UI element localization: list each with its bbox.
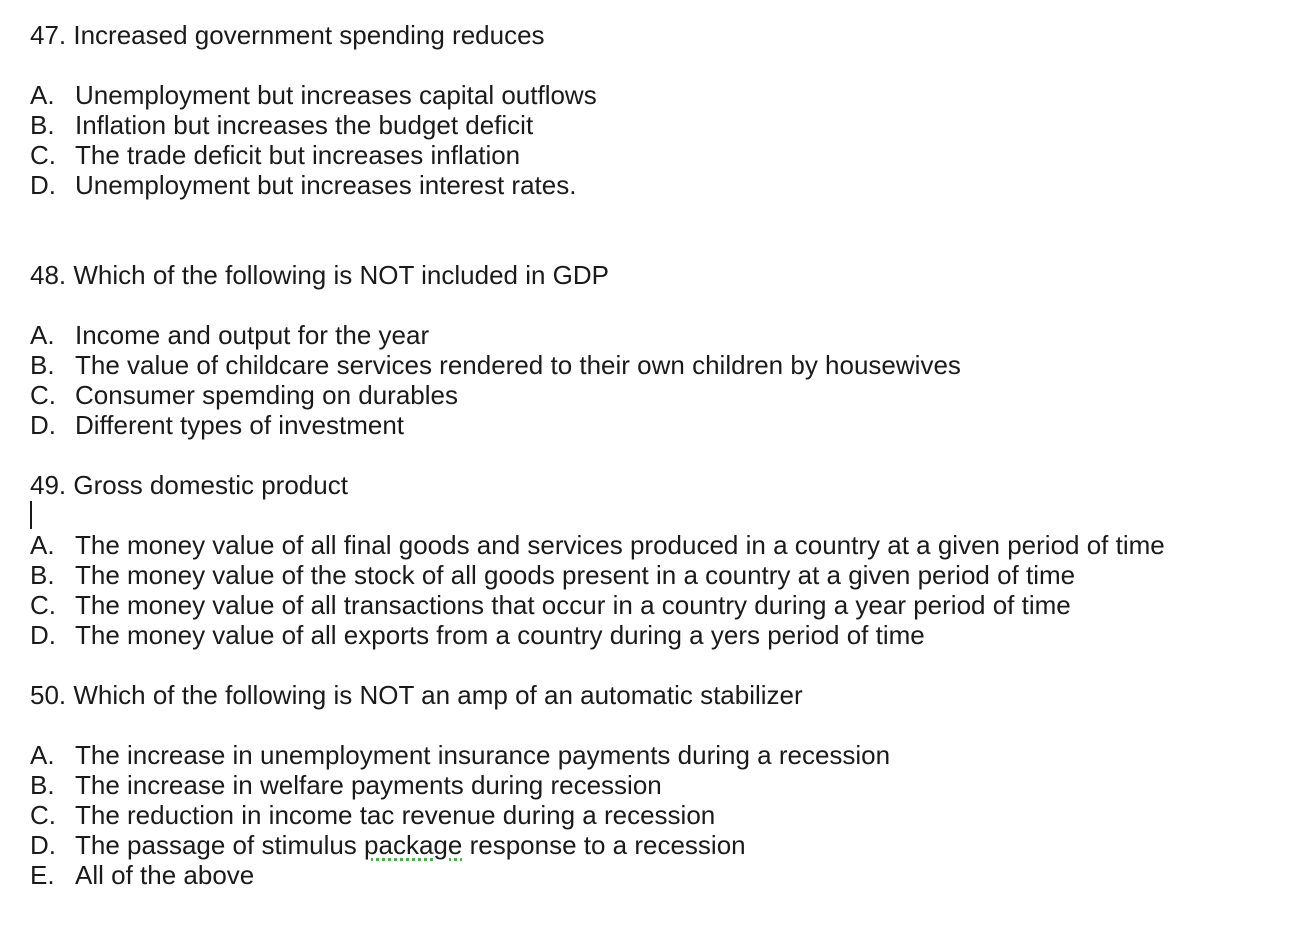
blank-lines <box>30 200 1280 260</box>
option-letter: A. <box>30 80 55 110</box>
option-item <box>30 80 1280 110</box>
question-50 <box>30 680 1280 890</box>
option-text: The value of childcare services rendered to their own children by housewives <box>75 350 961 380</box>
blank-line <box>30 50 1280 80</box>
question-47 <box>30 20 1280 200</box>
option-letter: B. <box>30 770 55 800</box>
option-letter: A. <box>30 530 55 560</box>
option-text: The money value of all transactions that occur in a country during a year period of time <box>75 590 1071 620</box>
option-list <box>30 80 1280 200</box>
option-text: The reduction in income tac revenue during a recession <box>75 800 716 830</box>
option-item <box>30 110 1280 140</box>
option-text: The increase in welfare payments during recession <box>75 770 662 800</box>
option-item <box>30 740 1280 770</box>
option-letter: A. <box>30 740 55 770</box>
document-body[interactable] <box>30 20 1280 890</box>
question-title: 50. Which of the following is NOT an amp of an automatic stabilizer <box>30 680 803 710</box>
caret-line[interactable] <box>30 500 1280 530</box>
option-text <box>75 830 1280 860</box>
option-letter: D. <box>30 170 56 200</box>
option-text: The money value of all exports from a country during a yers period of time <box>75 620 925 650</box>
spellcheck-flagged-word[interactable]: package <box>364 830 463 860</box>
option-list <box>30 530 1280 650</box>
option-item <box>30 800 1280 830</box>
text-cursor <box>30 501 32 529</box>
option-text: Inflation but increases the budget deficit <box>75 110 534 140</box>
question-title: 47. Increased government spending reduces <box>30 20 545 50</box>
blank-line <box>30 710 1280 740</box>
option-text-start: The passage of stimulus <box>75 830 365 860</box>
option-text: The money value of all final goods and services produced in a country at a given period of time <box>75 530 1165 560</box>
option-text: The trade deficit but increases inflation <box>75 140 521 170</box>
option-text: Income and output for the year <box>75 320 430 350</box>
option-letter: C. <box>30 590 56 620</box>
option-item <box>30 860 1280 890</box>
option-item <box>30 140 1280 170</box>
option-text: The increase in unemployment insurance payments during a recession <box>75 740 891 770</box>
option-letter: B. <box>30 350 55 380</box>
question-title: 49. Gross domestic product <box>30 470 348 500</box>
option-item <box>30 590 1280 620</box>
question-49 <box>30 470 1280 650</box>
option-letter: D. <box>30 620 56 650</box>
option-item <box>30 380 1280 410</box>
option-letter: B. <box>30 110 55 140</box>
option-list <box>30 320 1280 440</box>
option-text: Unemployment but increases capital outflows <box>75 80 597 110</box>
option-item <box>30 320 1280 350</box>
option-letter: D. <box>30 410 56 440</box>
option-list <box>30 740 1280 890</box>
option-item <box>30 410 1280 440</box>
option-letter: C. <box>30 380 56 410</box>
option-item <box>30 830 1280 860</box>
option-text-end: response to a recession <box>462 830 746 860</box>
option-item <box>30 560 1280 590</box>
question-title: 48. Which of the following is NOT included in GDP <box>30 260 610 290</box>
blank-line <box>30 650 1280 680</box>
option-letter: D. <box>30 830 56 860</box>
option-item <box>30 170 1280 200</box>
option-item <box>30 350 1280 380</box>
question-48 <box>30 260 1280 440</box>
option-letter: C. <box>30 800 56 830</box>
option-text: Unemployment but increases interest rates. <box>75 170 577 200</box>
option-letter: C. <box>30 140 56 170</box>
option-letter: E. <box>30 860 55 890</box>
option-item <box>30 620 1280 650</box>
blank-line <box>30 290 1280 320</box>
option-text: Different types of investment <box>75 410 405 440</box>
option-item <box>30 530 1280 560</box>
option-item <box>30 770 1280 800</box>
option-text: The money value of the stock of all goods present in a country at a given period of time <box>75 560 1076 590</box>
option-text: Consumer spemding on durables <box>75 380 458 410</box>
option-text: All of the above <box>75 860 255 890</box>
option-letter: B. <box>30 560 55 590</box>
option-letter: A. <box>30 320 55 350</box>
blank-line <box>30 440 1280 470</box>
